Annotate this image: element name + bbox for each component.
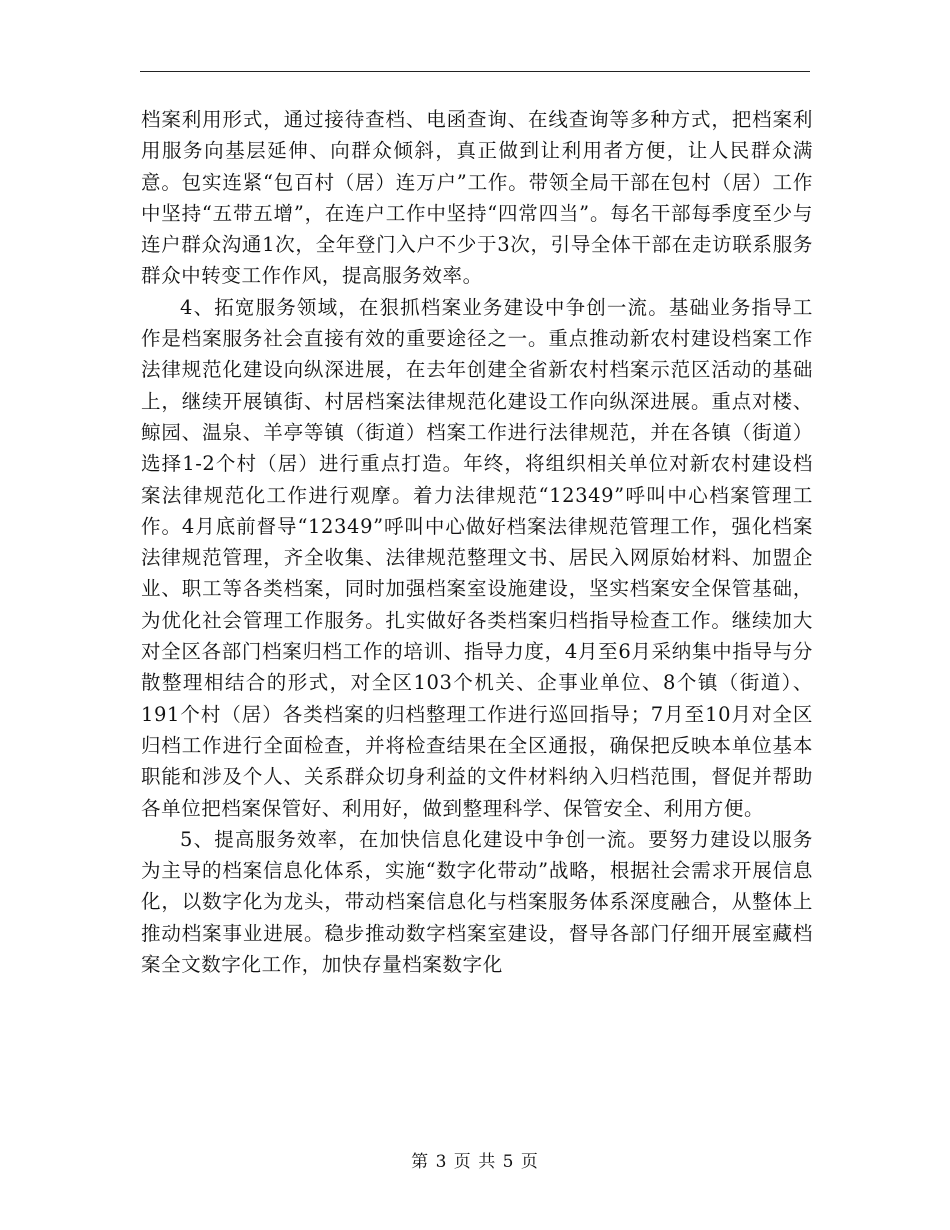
paragraph-item-4: 4、拓宽服务领域，在狠抓档案业务建设中争创一流。基础业务指导工作是档案服务社会直接有效的重要途径之一。重点推动新农村建设档案工作法律规范化建设向纵深进展，在去年创建全省新农村档案示范区活动的基础上，继续开展镇街、村居档案法律规范化建设工作向纵深进展。重点对楼、鲸园、温泉、羊亭等镇（街道）档案工作进行法律规范，并在各镇（街道）选择1-2个村（居）进行重点打造。年终，将组织相关单位对新农村建设档案法律规范化工作进行观摩。着力法律规范“12349”呼叫中心档案管理工作。4月底前督导“12349”呼叫中心做好档案法律规范管理工作，强化档案法律规范管理，齐全收集、法律规范整理文书、居民入网原始材料、加盟企业、职工等各类档案，同时加强档案室设施建设，坚实档案安全保管基础，为优化社会管理工作服务。扎实做好各类档案归档指导检查工作。继续加大对全区各部门档案归档工作的培训、指导力度，4月至6月采纳集中指导与分散整理相结合的形式，对全区103个机关、企事业单位、8个镇（街道）、191个村（居）各类档案的归档整理工作进行巡回指导；7月至10月对全区归档工作进行全面检查，并将检查结果在全区通报，确保把反映本单位基本职能和涉及个人、关系群众切身利益的文件材料纳入归档范围，督促并帮助各单位把档案保管好、利用好，做到整理科学、保管安全、利用方便。 bbox=[141, 295, 813, 820]
header-rule bbox=[140, 71, 810, 72]
page-number: 第 3 页 共 5 页 bbox=[411, 1152, 539, 1172]
paragraph-continuation: 档案利用形式，通过接待查档、电函查询、在线查询等多种方式，把档案利用服务向基层延伸、向群众倾斜，真正做到让利用者方便，让人民群众满意。包实连紧“包百村（居）连万户”工作。带领全局干部在包村（居）工作中坚持“五带五增”，在连户工作中坚持“四常四当”。每名干部每季度至少与连户群众沟通1次，全年登门入户不少于3次，引导全体干部在走访联系服务群众中转变工作作风，提高服务效率。 bbox=[141, 108, 813, 288]
paragraph-item-5: 5、提高服务效率，在加快信息化建设中争创一流。要努力建设以服务为主导的档案信息化体系，实施“数字化带动”战略，根据社会需求开展信息化，以数字化为龙头，带动档案信息化与档案服务体系深度融合，从整体上推动档案事业进展。稳步推动数字档案室建设，督导各部门仔细开展室藏档案全文数字化工作，加快存量档案数字化 bbox=[141, 827, 813, 977]
document-body bbox=[141, 104, 813, 980]
